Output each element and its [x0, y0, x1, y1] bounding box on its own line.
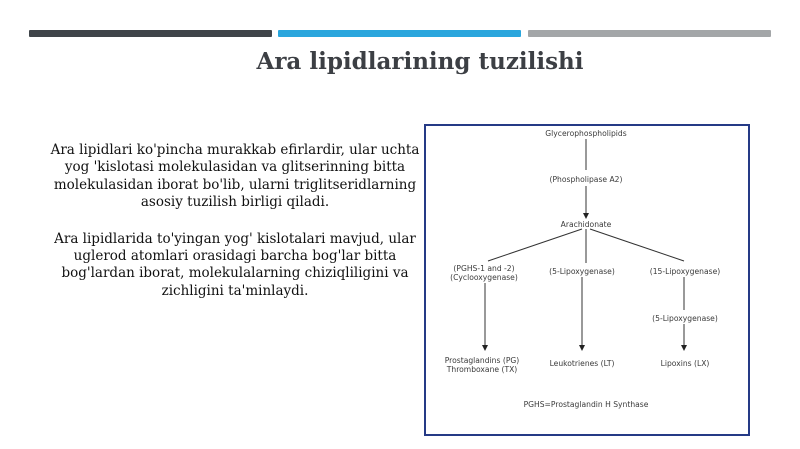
eicosanoid-pathway-figure	[424, 124, 750, 436]
label-pghs: (PGHS-1 and -2)	[453, 264, 515, 273]
body-paragraph-2: Ara lipidlarida to'yingan yog' kislotalari mavjud, ular uglerod atomlari orasidagi barcha bog'lar bitta bog'lardan iborat, molekulalarning chiziqliligini va zichligini ta'minlaydi.	[54, 230, 416, 299]
label-phospholipase: (Phospholipase A2)	[549, 175, 623, 184]
label-lipoxins: Lipoxins (LX)	[660, 359, 710, 368]
label-15-lipoxygenase: (15-Lipoxygenase)	[649, 267, 721, 276]
line-to-cyclooxygenase	[488, 229, 582, 261]
label-5-lipoxygenase: (5-Lipoxygenase)	[549, 267, 615, 276]
accent-bar-right	[528, 30, 771, 37]
label-thromboxane: Thromboxane (TX)	[446, 365, 518, 374]
label-5-lipoxygenase-second: (5-Lipoxygenase)	[652, 314, 718, 323]
slide-body	[50, 142, 420, 319]
label-leukotrienes: Leukotrienes (LT)	[549, 359, 615, 368]
accent-bar-left	[29, 30, 272, 37]
label-prostaglandins: Prostaglandins (PG)	[444, 356, 520, 365]
slide-title: Ara lipidlarining tuzilishi	[256, 48, 584, 75]
label-glycerophospholipids: Glycerophospholipids	[545, 129, 627, 138]
label-cyclooxygenase: (Cyclooxygenase)	[450, 273, 518, 282]
pathway-diagram	[426, 126, 748, 434]
accent-bar-middle	[278, 30, 521, 37]
label-pghs-footnote: PGHS=Prostaglandin H Synthase	[523, 400, 649, 409]
body-paragraph-1: Ara lipidlari ko'pincha murakkab efirlardir, ular uchta yog 'kislotasi molekulasidan va glitserinning bitta molekulasidan iborat bo'lib, ularni triglitseridlarning asosiy tuzilish birligi qiladi.	[50, 142, 420, 211]
label-arachidonate: Arachidonate	[560, 220, 612, 229]
line-to-15-lipoxygenase	[590, 229, 684, 261]
